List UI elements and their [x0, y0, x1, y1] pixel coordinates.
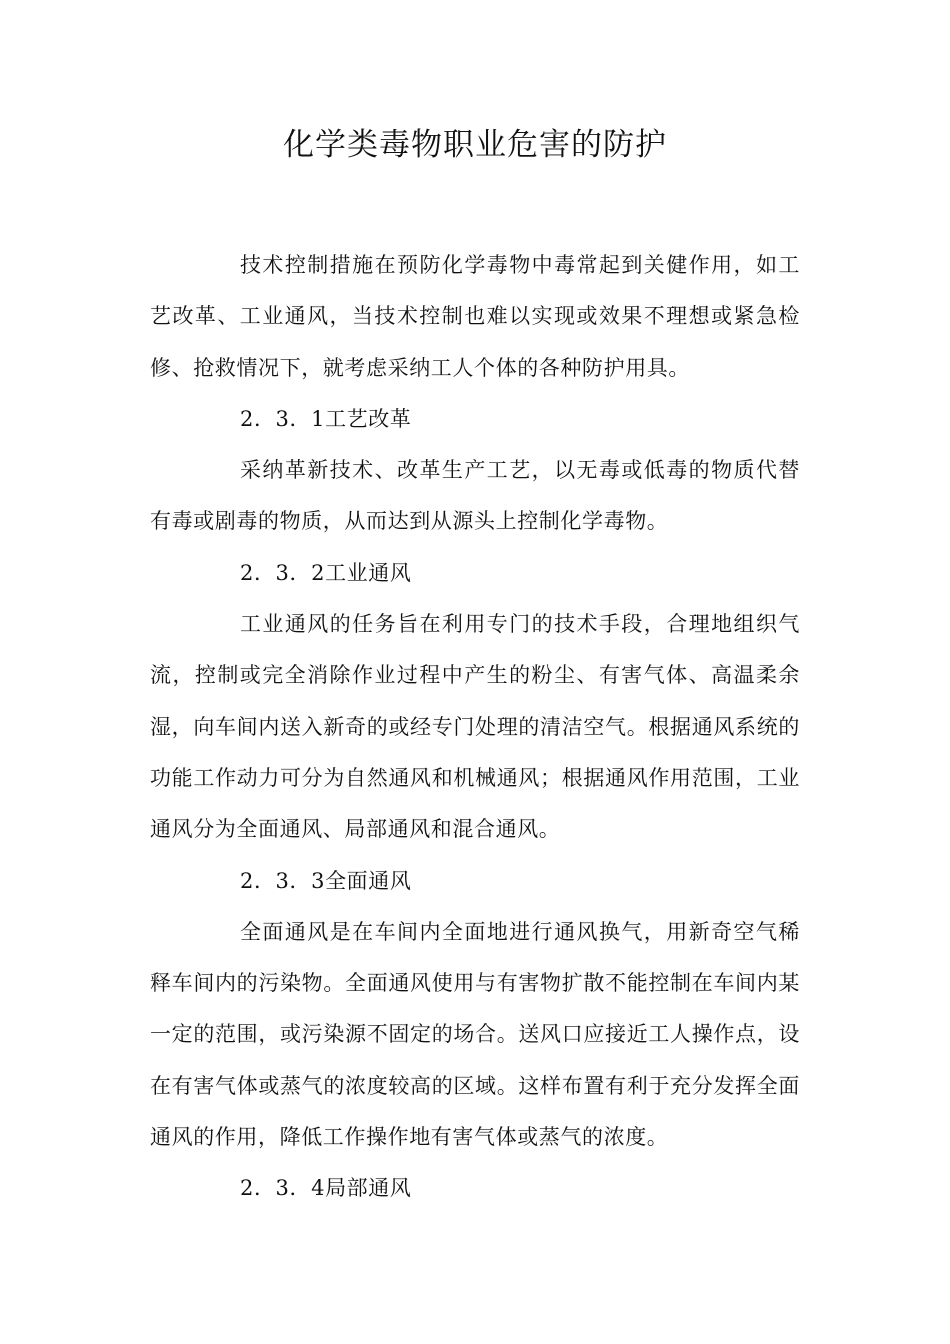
industrial-ventilation-paragraph: 工业通风的任务旨在利用专门的技术手段，合理地组织气流，控制或完全消除作业过程中产生的粉尘、有害气体、高温柔余湿，向车间内送入新奇的或经专门处理的清洁空气。根据通风系统的功能工作动力可分为自然通风和机械通风；根据通风作用范围，工业通风分为全面通风、局部通风和混合通风。 [150, 612, 800, 842]
section-heading-2-3-4: 2．3．4局部通风 [240, 1176, 412, 1201]
process-reform-paragraph: 采纳革新技术、改革生产工艺，以无毒或低毒的物质代替有毒或剧毒的物质，从而达到从源头上控制化学毒物。 [150, 458, 800, 534]
section-heading-2-3-1: 2．3．1工艺改革 [240, 406, 412, 431]
section-heading-2-3-3: 2．3．3全面通风 [240, 868, 412, 893]
intro-paragraph: 技术控制措施在预防化学毒物中毒常起到关健作用，如工艺改革、工业通风，当技术控制也难以实现或效果不理想或紧急检修、抢救情况下，就考虑采纳工人个体的各种防护用具。 [150, 253, 800, 380]
document-body [150, 240, 800, 1215]
document-title: 化学类毒物职业危害的防护 [283, 127, 667, 163]
general-ventilation-paragraph: 全面通风是在车间内全面地进行通风换气，用新奇空气稀释车间内的污染物。全面通风使用与有害物扩散不能控制在车间内某一定的范围，或污染源不固定的场合。送风口应接近工人操作点，设在有害气体或蒸气的浓度较高的区域。这样布置有利于充分发挥全面通风的作用，降低工作操作地有害气体或蒸气的浓度。 [150, 919, 800, 1150]
section-heading-2-3-2: 2．3．2工业通风 [240, 560, 412, 585]
